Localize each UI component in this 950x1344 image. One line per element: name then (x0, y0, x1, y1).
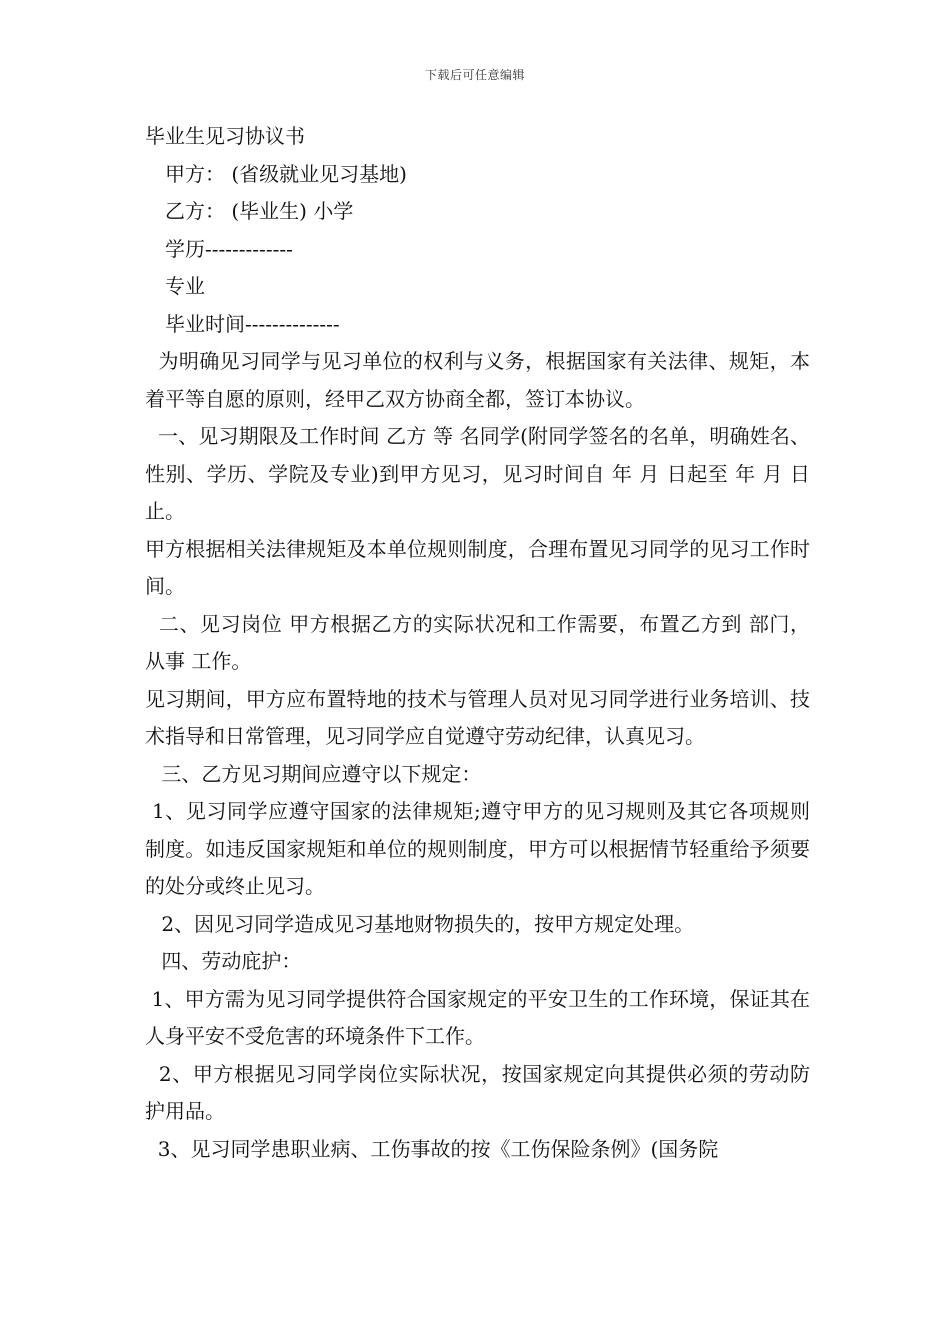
party-b-line: 乙方： (毕业生) 小学 (165, 199, 354, 223)
paragraph-section-4: 四、劳动庇护： (155, 949, 302, 973)
major-line: 专业 (165, 274, 205, 298)
party-a-line: 甲方： (省级就业见习基地) (165, 161, 407, 186)
document-title: 毕业生见习协议书 (145, 124, 305, 148)
paragraph-protection-3: 3、见习同学患职业病、工伤事故的按《工伤保险条例》(国务院 (145, 1136, 719, 1161)
paragraph-rule-1: 1、见习同学应遵守国家的法律规矩;遵守甲方的见习规则及其它各项规则制度。如违反国家规矩和单位的规则制度，甲方可以根据情节轻重给予须要的处分或终止见习。 (145, 799, 811, 898)
paragraph-protection-2: 2、甲方根据见习同学岗位实际状况，按国家规定向其提供必须的劳动防护用品。 (145, 1061, 810, 1123)
paragraph-section-3: 三、乙方见习期间应遵守以下规定： (155, 761, 482, 786)
paragraph-intro: 为明确见习同学与见习单位的权利与义务，根据国家有关法律、规矩，本着平等自愿的原则，经甲乙双方协商全都，签订本协议。 (145, 349, 811, 411)
page-header-note: 下载后可任意编辑 (424, 68, 525, 82)
graduation-time-line: 毕业时间-------------- (165, 311, 340, 336)
paragraph-section-1: 一、见习期限及工作时间 乙方 等 名同学(附同学签名的名单，明确姓名、性别、学历、学院及专业)到甲方见习，见习时间自 年 月 日起至 年 月 日止。 (145, 424, 810, 523)
paragraph-training: 见习期间，甲方应布置特地的技术与管理人员对见习同学进行业务培训、技术指导和日常管理，见习同学应自觉遵守劳动纪律，认真见习。 (145, 686, 810, 748)
paragraph-section-2: 二、见习岗位 甲方根据乙方的实际状况和工作需要，布置乙方到 部门，从事 工作。 (145, 611, 811, 673)
paragraph-rule-2: 2、因见习同学造成见习基地财物损失的，按甲方规定处理。 (155, 911, 695, 936)
paragraph-work-time: 甲方根据相关法律规矩及本单位规则制度，合理布置见习同学的见习工作时间。 (145, 536, 810, 598)
education-line: 学历------------- (165, 236, 293, 261)
paragraph-protection-1: 1、甲方需为见习同学提供符合国家规定的平安卫生的工作环境，保证其在人身平安不受危害的环境条件下工作。 (145, 986, 810, 1048)
document-body (145, 118, 810, 1168)
